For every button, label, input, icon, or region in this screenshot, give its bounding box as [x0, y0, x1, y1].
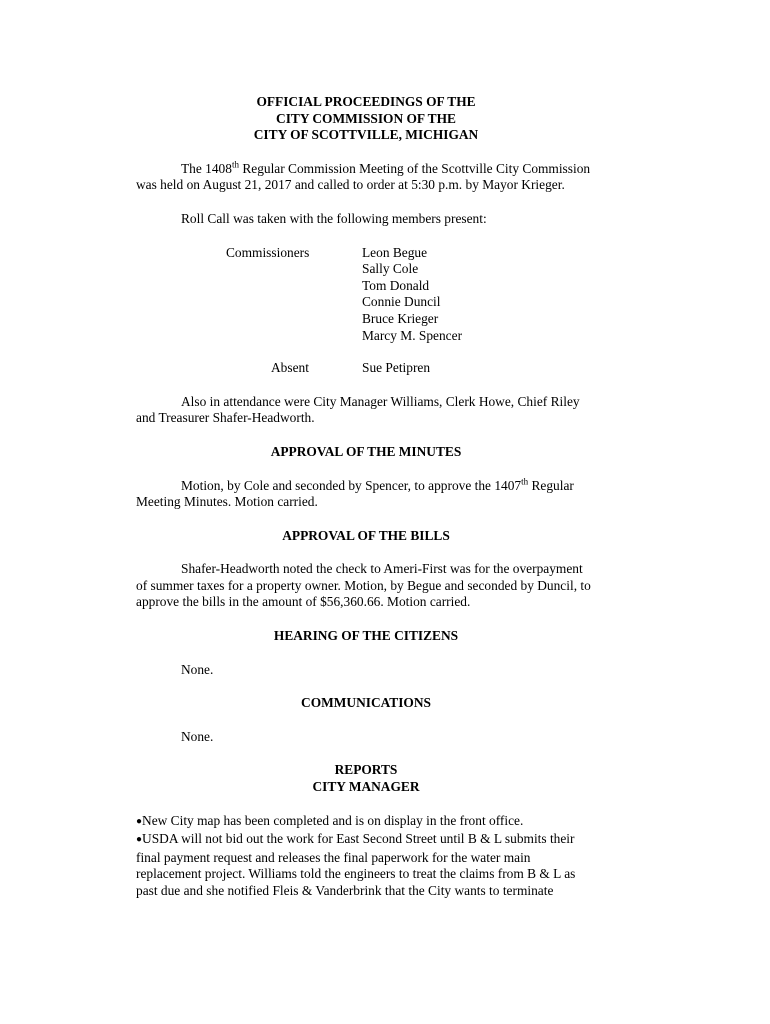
minutes-heading: APPROVAL OF THE MINUTES — [270, 443, 462, 459]
member-name: Sally Cole — [362, 261, 419, 277]
document-body — [136, 94, 596, 900]
city-manager-heading: CITY MANAGER — [312, 779, 420, 795]
communications-heading: COMMUNICATIONS — [301, 695, 431, 711]
member-name: Connie Duncil — [362, 294, 441, 310]
member-name: Marcy M. Spencer — [362, 327, 463, 343]
minutes-paragraph — [136, 478, 596, 511]
minutes-text-start: Motion, by Cole and seconded by Spencer, to approve the 1407 — [181, 477, 522, 493]
absent-label: Absent — [271, 360, 309, 376]
report-bullet-1-text: New City map has been completed and is on display in the front office. — [142, 812, 524, 828]
intro-text-rest: Regular Commission Meeting of the Scottville City Commission was held on August 21, 2017 and called to order at 5:30 p.m. by Mayor Krieger. — [136, 160, 591, 193]
absent-list — [136, 360, 596, 377]
member-list — [362, 245, 596, 345]
report-bullet-2 — [136, 831, 596, 899]
reports-heading: REPORTS — [334, 762, 398, 778]
report-bullet-1 — [136, 813, 596, 832]
roll-call-text: Roll Call was taken with the following members present: — [181, 210, 487, 226]
title-line-2: CITY COMMISSION OF THE — [276, 110, 456, 126]
citizens-heading: HEARING OF THE CITIZENS — [273, 628, 459, 644]
bills-paragraph: Shafer-Headworth noted the check to Ameri-First was for the overpayment of summer taxes for a property owner. Motion, by Begue and seconded by Duncil, to approve the bills in the amount of $56,360.66. Motion carried. — [136, 561, 591, 610]
absent-name: Sue Petipren — [362, 360, 431, 376]
minutes-superscript: th — [521, 476, 529, 487]
citizens-text: None. — [181, 661, 214, 677]
title-line-3: CITY OF SCOTTVILLE, MICHIGAN — [253, 127, 479, 143]
communications-text: None. — [181, 728, 214, 744]
bills-heading: APPROVAL OF THE BILLS — [282, 527, 450, 543]
intro-superscript: th — [231, 159, 239, 170]
member-name: Tom Donald — [362, 277, 430, 293]
report-bullet-2-text: USDA will not bid out the work for East Second Street until B & L submits their final payment request and releases the final paperwork for the water main replacement project. Williams told the engineers to treat the claims from B & L as past due and she notified Fleis & Vanderbrink that the City wants to terminate — [136, 831, 576, 898]
minutes-text-rest: Regular Meeting Minutes. Motion carried. — [136, 477, 574, 510]
title-line-1: OFFICIAL PROCEEDINGS OF THE — [256, 94, 476, 109]
member-name: Bruce Krieger — [362, 310, 439, 326]
intro-paragraph — [136, 161, 596, 194]
commissioners-label: Commissioners — [226, 244, 310, 260]
member-name: Leon Begue — [362, 244, 428, 260]
intro-text-start: The 1408 — [181, 160, 232, 176]
attendance-paragraph: Also in attendance were City Manager Williams, Clerk Howe, Chief Riley and Treasurer Shafer-Headworth. — [136, 393, 580, 426]
roll-call-list — [136, 245, 596, 345]
document-title — [136, 94, 596, 144]
